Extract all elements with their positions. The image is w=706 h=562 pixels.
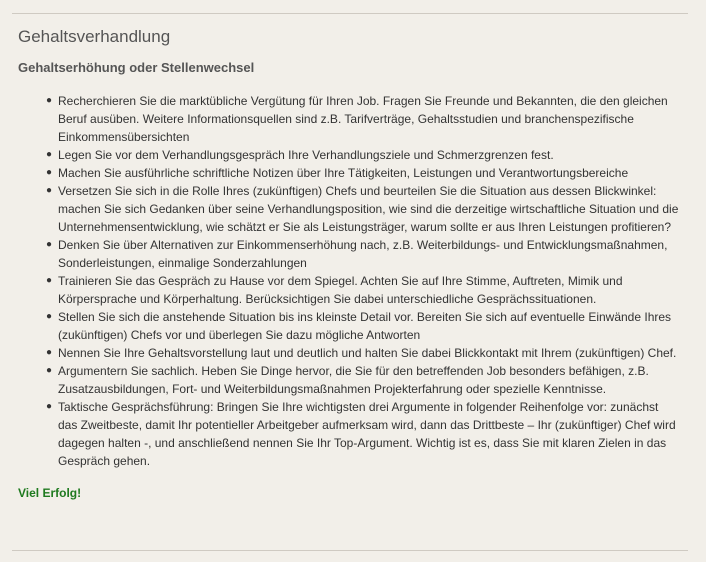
bullet-icon: ●	[46, 167, 53, 178]
list-item-text: Taktische Gesprächsführung: Bringen Sie Ihre wichtigsten drei Argumente in folgender Reihenfolge vor: zunächst das Zweitbeste, damit Ihr potentieller Arbeitgeber aufmerksam wird, dann das Drittbeste – Ihr (zukünftiger) Chef wird dagegen halten -, und anschließend nennen Sie Ihr Top-Argument. Wichtig ist es, dass Sie mit klaren Zielen in das Gespräch gehen.	[58, 400, 676, 468]
list-item-text: Recherchieren Sie die marktübliche Vergütung für Ihren Job. Fragen Sie Freunde und Bekannten, die den gleichen Beruf ausüben. Weitere Informationsquellen sind z.B. Tarifverträge, Gehaltsstudien und branchenspezifische Einkommensübersichten	[58, 94, 668, 144]
list-item	[46, 182, 688, 236]
list-item	[46, 146, 688, 164]
list-item	[46, 236, 688, 272]
list-item	[46, 164, 688, 182]
list-item-text: Trainieren Sie das Gespräch zu Hause vor dem Spiegel. Achten Sie auf Ihre Stimme, Auftreten, Mimik und Körpersprache und Körperhaltung. Berücksichtigen Sie dabei unterschiedliche Gesprächssituationen.	[58, 274, 623, 306]
list-item-text: Nennen Sie Ihre Gehaltsvorstellung laut und deutlich und halten Sie dabei Blickkontakt mit Ihrem (zukünftigen) Chef.	[58, 346, 677, 360]
list-item	[46, 344, 688, 362]
section-subtitle: Gehaltserhöhung oder Stellenwechsel	[18, 60, 255, 75]
list-item-text: Argumentern Sie sachlich. Heben Sie Dinge hervor, die Sie für den betreffenden Job besonders befähigen, z.B. Zusatzausbildungen, Fort- und Weiterbildungsmaßnahmen Projekterfahrung oder spezielle Kenntnisse.	[58, 364, 649, 396]
closing-text: Viel Erfolg!	[18, 486, 82, 500]
list-item-text: Denken Sie über Alternativen zur Einkommenserhöhung nach, z.B. Weiterbildungs- und Entwicklungsmaßnahmen, Sonderleistungen, einmalige Sonderzahlungen	[58, 238, 668, 270]
list-item	[46, 308, 688, 344]
bullet-icon: ●	[46, 95, 53, 106]
bullet-icon: ●	[46, 185, 53, 196]
page-title: Gehaltsverhandlung	[18, 27, 171, 46]
bullet-icon: ●	[46, 275, 53, 286]
top-divider	[12, 13, 688, 14]
bottom-divider	[12, 550, 688, 551]
list-item-text: Versetzen Sie sich in die Rolle Ihres (zukünftigen) Chefs und beurteilen Sie die Situation aus dessen Blickwinkel: machen Sie sich Gedanken über seine Verhandlungsposition, wie sind die derzeitige wirtschaftliche Situation und die Unternehmensentwicklung, wie schätzt er Sie als Leistungsträger, warum sollte er aus Ihren Leistungen profitieren?	[58, 184, 679, 234]
bullet-icon: ●	[46, 365, 53, 376]
bullet-icon: ●	[46, 239, 53, 250]
list-item	[46, 92, 688, 146]
list-item	[46, 362, 688, 398]
list-item-text: Legen Sie vor dem Verhandlungsgespräch Ihre Verhandlungsziele und Schmerzgrenzen fest.	[58, 148, 554, 162]
list-item	[46, 272, 688, 308]
tips-list	[18, 92, 688, 470]
bullet-icon: ●	[46, 347, 53, 358]
list-item-text: Machen Sie ausführliche schriftliche Notizen über Ihre Tätigkeiten, Leistungen und Verantwortungsbereiche	[58, 166, 629, 180]
list-item-text: Stellen Sie sich die anstehende Situation bis ins kleinste Detail vor. Bereiten Sie sich auf eventuelle Einwände Ihres (zukünftigen) Chefs vor und überlegen Sie dazu mögliche Antworten	[58, 310, 672, 342]
bullet-icon: ●	[46, 149, 53, 160]
article	[18, 26, 688, 501]
bullet-icon: ●	[46, 311, 53, 322]
list-item	[46, 398, 688, 470]
bullet-icon: ●	[46, 401, 53, 412]
